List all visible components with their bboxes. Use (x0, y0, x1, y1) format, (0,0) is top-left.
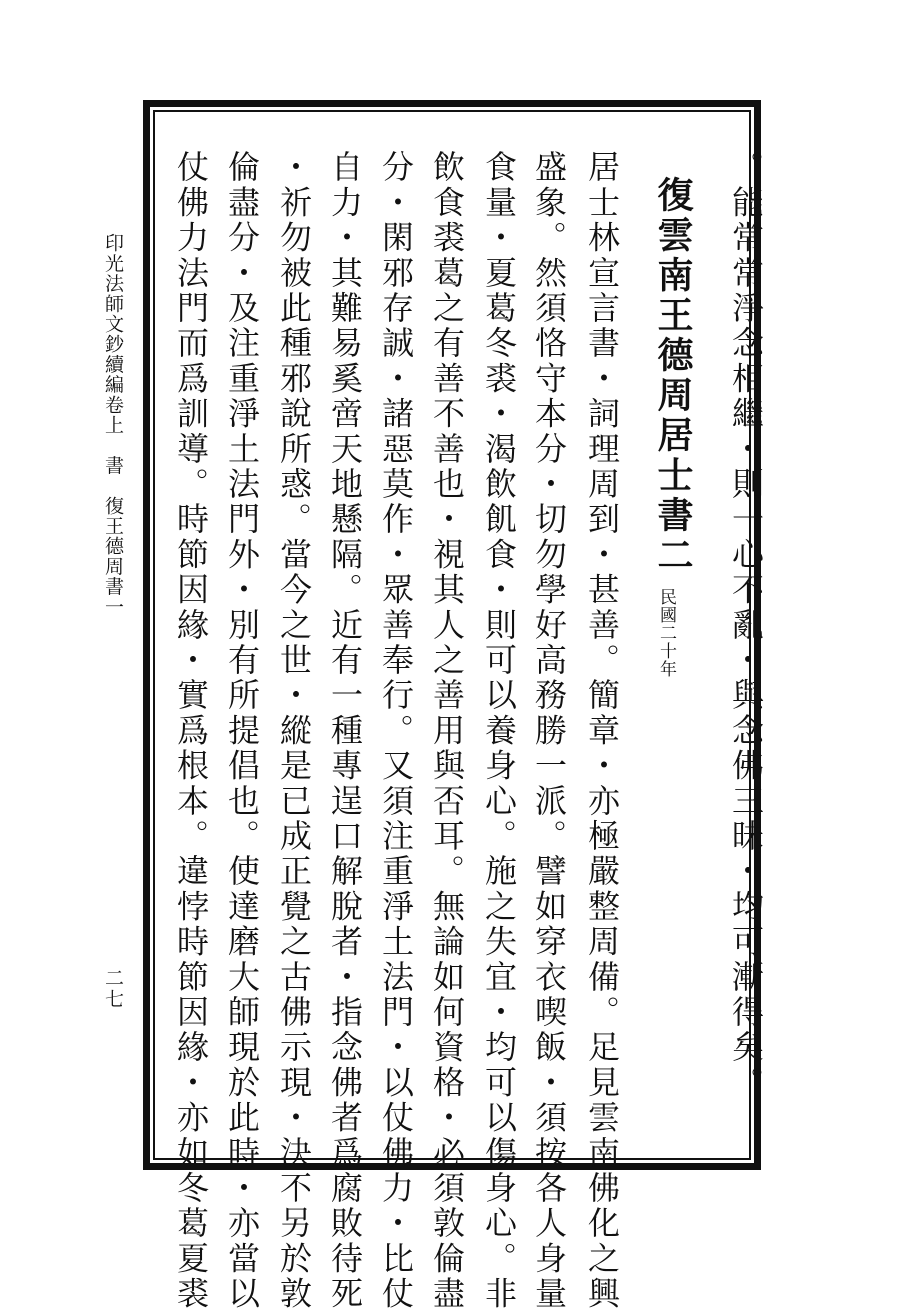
running-header: 印光法師文鈔續編卷上 書 復王德周書一 (102, 233, 124, 617)
body-column-1: 居士林宣言書・詞理周到・甚善。簡章・亦極嚴整周備。足見雲南佛化之興 (583, 150, 621, 1312)
letter-title: 復雲南王德周居士書二 (652, 176, 694, 576)
body-column-2: 盛象。然須恪守本分・切勿學好高務勝一派。譬如穿衣喫飯・須按各人身量 (530, 150, 568, 1312)
page-number: 二七 (102, 968, 124, 1010)
body-column-3: 食量・夏葛冬裘・渴飲飢食・則可以養身心。施之失宜・均可以傷身心。非 (480, 150, 518, 1312)
body-column-8: 倫盡分・及注重淨土法門外・別有所提倡也。使達磨大師現於此時・亦當以 (223, 150, 261, 1312)
body-column-9: 仗佛力法門而爲訓導。時節因緣・實爲根本。違悖時節因緣・亦如冬葛夏裘 (172, 150, 210, 1312)
previous-letter-closing-line: 。能常常淨念相繼・則一心不亂・與念佛三昧・均可漸得矣。 (727, 150, 765, 1101)
body-column-4: 飲食裘葛之有善不善也・視其人之善用與否耳。無論如何資格・必須敦倫盡 (428, 150, 466, 1312)
letter-date: 民國二十年 (656, 588, 676, 678)
body-column-5: 分・閑邪存誠・諸惡莫作・眾善奉行。又須注重淨土法門・以仗佛力・比仗 (377, 150, 415, 1312)
body-column-6: 自力・其難易奚啻天地懸隔。近有一種專逞口解脫者・指念佛者爲腐敗待死 (326, 150, 364, 1312)
body-column-7: ・祈勿被此種邪說所惑。當今之世・縱是已成正覺之古佛示現・決不另於敦 (275, 150, 313, 1312)
